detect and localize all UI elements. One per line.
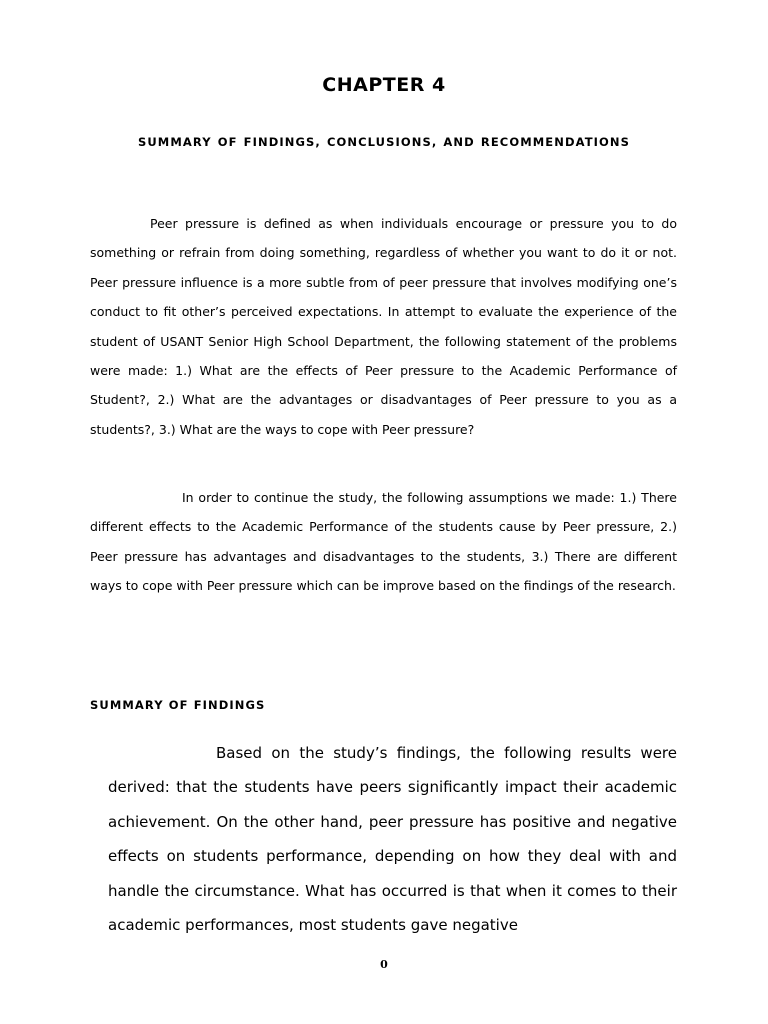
findings-heading: SUMMARY OF FINDINGS: [90, 698, 266, 712]
assumptions-paragraph-block: [90, 483, 677, 601]
chapter-title: CHAPTER 4: [322, 74, 446, 96]
intro-paragraph: Peer pressure is defined as when individuals encourage or pressure you to do something or refrain from doing something, regardless of whether you want to do it or not. Peer pressure influence is a more subtle from of peer pressure that involves modifying one’s conduct to fit other’s perceived expectations. In attempt to evaluate the experience of the student of USANT Senior High School Department, the following statement of the problems were made: 1.) What are the effects of Peer pressure to the Academic Performance of Student?, 2.) What are the advantages or disadvantages of Peer pressure to you as a students?, 3.) What are the ways to cope with Peer pressure?: [90, 216, 677, 437]
section-title: SUMMARY OF FINDINGS, CONCLUSIONS, AND RECOMMENDATIONS: [137, 135, 631, 149]
assumptions-paragraph: In order to continue the study, the following assumptions we made: 1.) There different effects to the Academic Performance of the students cause by Peer pressure, 2.) Peer pressure has advantages and disadvantages to the students, 3.) There are different ways to cope with Peer pressure which can be improve based on the findings of the research.: [90, 490, 677, 594]
intro-paragraph-block: [90, 209, 677, 444]
findings-paragraph-block: [108, 736, 677, 942]
page-number: 0: [380, 958, 388, 971]
findings-paragraph: Based on the study’s findings, the following results were derived: that the students have peers significantly impact their academic achievement. On the other hand, peer pressure has positive and negative effects on students performance, depending on how they deal with and handle the circumstance. What has occurred is that when it comes to their academic performances, most students gave negative: [108, 744, 677, 935]
